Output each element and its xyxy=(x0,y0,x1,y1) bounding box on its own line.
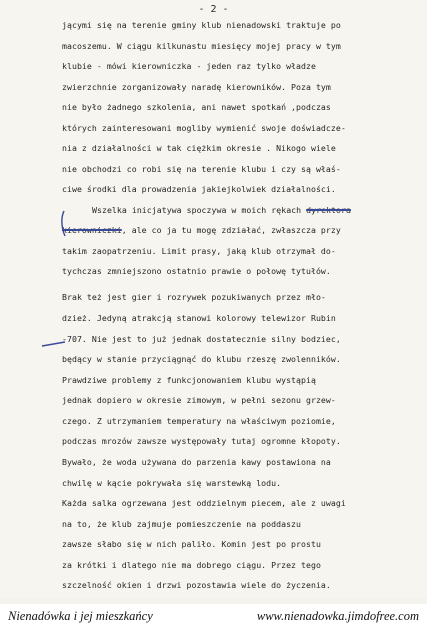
text-line: nia z działalności w tak ciężkim okresie . Nikogo wiele xyxy=(62,143,336,153)
line-text: Wszelka inicjatywa spoczywa w moich rękach xyxy=(92,205,302,215)
text-line: Bywało, że woda używana do parzenia kawy postawiona na xyxy=(62,457,331,467)
footer xyxy=(0,604,427,640)
text-line: jącymi się na terenie gminy klub nienadowski traktuje po xyxy=(62,20,341,30)
text-line: za krótki i dlatego nie ma dobrego ciągu. Przez tego xyxy=(62,560,321,570)
text-line: tychczas zmniejszono ostatnio prawie o połowę tytułów. xyxy=(62,266,331,276)
struck-word: dyrektora xyxy=(306,205,351,215)
text-line: podczas mrozów zawsze występowały tutaj ogromne kłopoty. xyxy=(62,436,341,446)
text-line: Każda salka ogrzewana jest oddzielnym piecem, ale z uwagi xyxy=(62,498,346,508)
text-line: nie było żadnego szkolenia, ani nawet spotkań ,podczas xyxy=(62,102,331,112)
text-line: na to, że klub zajmuje pomieszczenie na poddaszu xyxy=(62,519,302,529)
text-line: macoszemu. W ciągu kilkunastu miesięcy mojej pracy w tym xyxy=(62,41,341,51)
text-line: zwierzchnie zorganizowały naradę kierowników. Poza tym xyxy=(62,82,331,92)
text-line xyxy=(62,225,341,235)
text-line: takim zaopatrzeniu. Limit prasy, jaką klub otrzymał do- xyxy=(62,246,336,256)
footer-website: www.nienadowka.jimdofree.com xyxy=(256,609,419,623)
text-line: jednak dopiero w okresie zimowym, w pełni sezonu grzew- xyxy=(62,395,336,405)
text-line: nie obchodzi co robi się na terenie klubu i czy są właś- xyxy=(62,164,341,174)
text-line: dzież. Jedyną atrakcją stanowi kolorowy telewizor Rubin xyxy=(62,313,336,323)
text-line xyxy=(92,205,351,215)
footer-title: Nienadówka i jej mieszkańcy xyxy=(8,609,153,623)
text-line: chwilę w kącie pokrywała się warstewką lodu. xyxy=(62,478,282,488)
text-line: klubie - mówi kierowniczka - jeden raz tylko władze xyxy=(62,61,316,71)
text-line: zawsze słabo się w nich paliło. Komin jest po prostu xyxy=(62,539,321,549)
struck-word: kierowniczki xyxy=(62,225,122,235)
text-line: ciwe środki dla prowadzenia jakiejkolwiek działalności. xyxy=(62,184,336,194)
text-line: czego. Z utrzymaniem temperatury na właściwym poziomie, xyxy=(62,416,336,426)
text-line: Prawdziwe problemy z funkcjonowaniem klubu wystąpią xyxy=(62,375,316,385)
line-text: , ale co ja tu mogę zdziałać, zwłaszcza przy xyxy=(121,225,341,235)
text-line: Brak też jest gier i rozrywek pozukiwanych przez mło- xyxy=(62,292,326,302)
page-number: - 2 - xyxy=(198,4,229,15)
pen-underline-mark xyxy=(58,209,70,239)
pen-margin-mark xyxy=(40,340,68,348)
text-line: szczelność okien i drzwi pozostawia wiele do życzenia. xyxy=(62,580,331,590)
text-line: -707. Nie jest to już jednak dostatecznie silny bodziec, xyxy=(62,334,341,344)
text-line: będący w stanie przyciągnąć do klubu rzeszę zwolenników. xyxy=(62,354,341,364)
text-line: których zainteresowani mogliby wymienić swoje doświadcze- xyxy=(62,123,346,133)
